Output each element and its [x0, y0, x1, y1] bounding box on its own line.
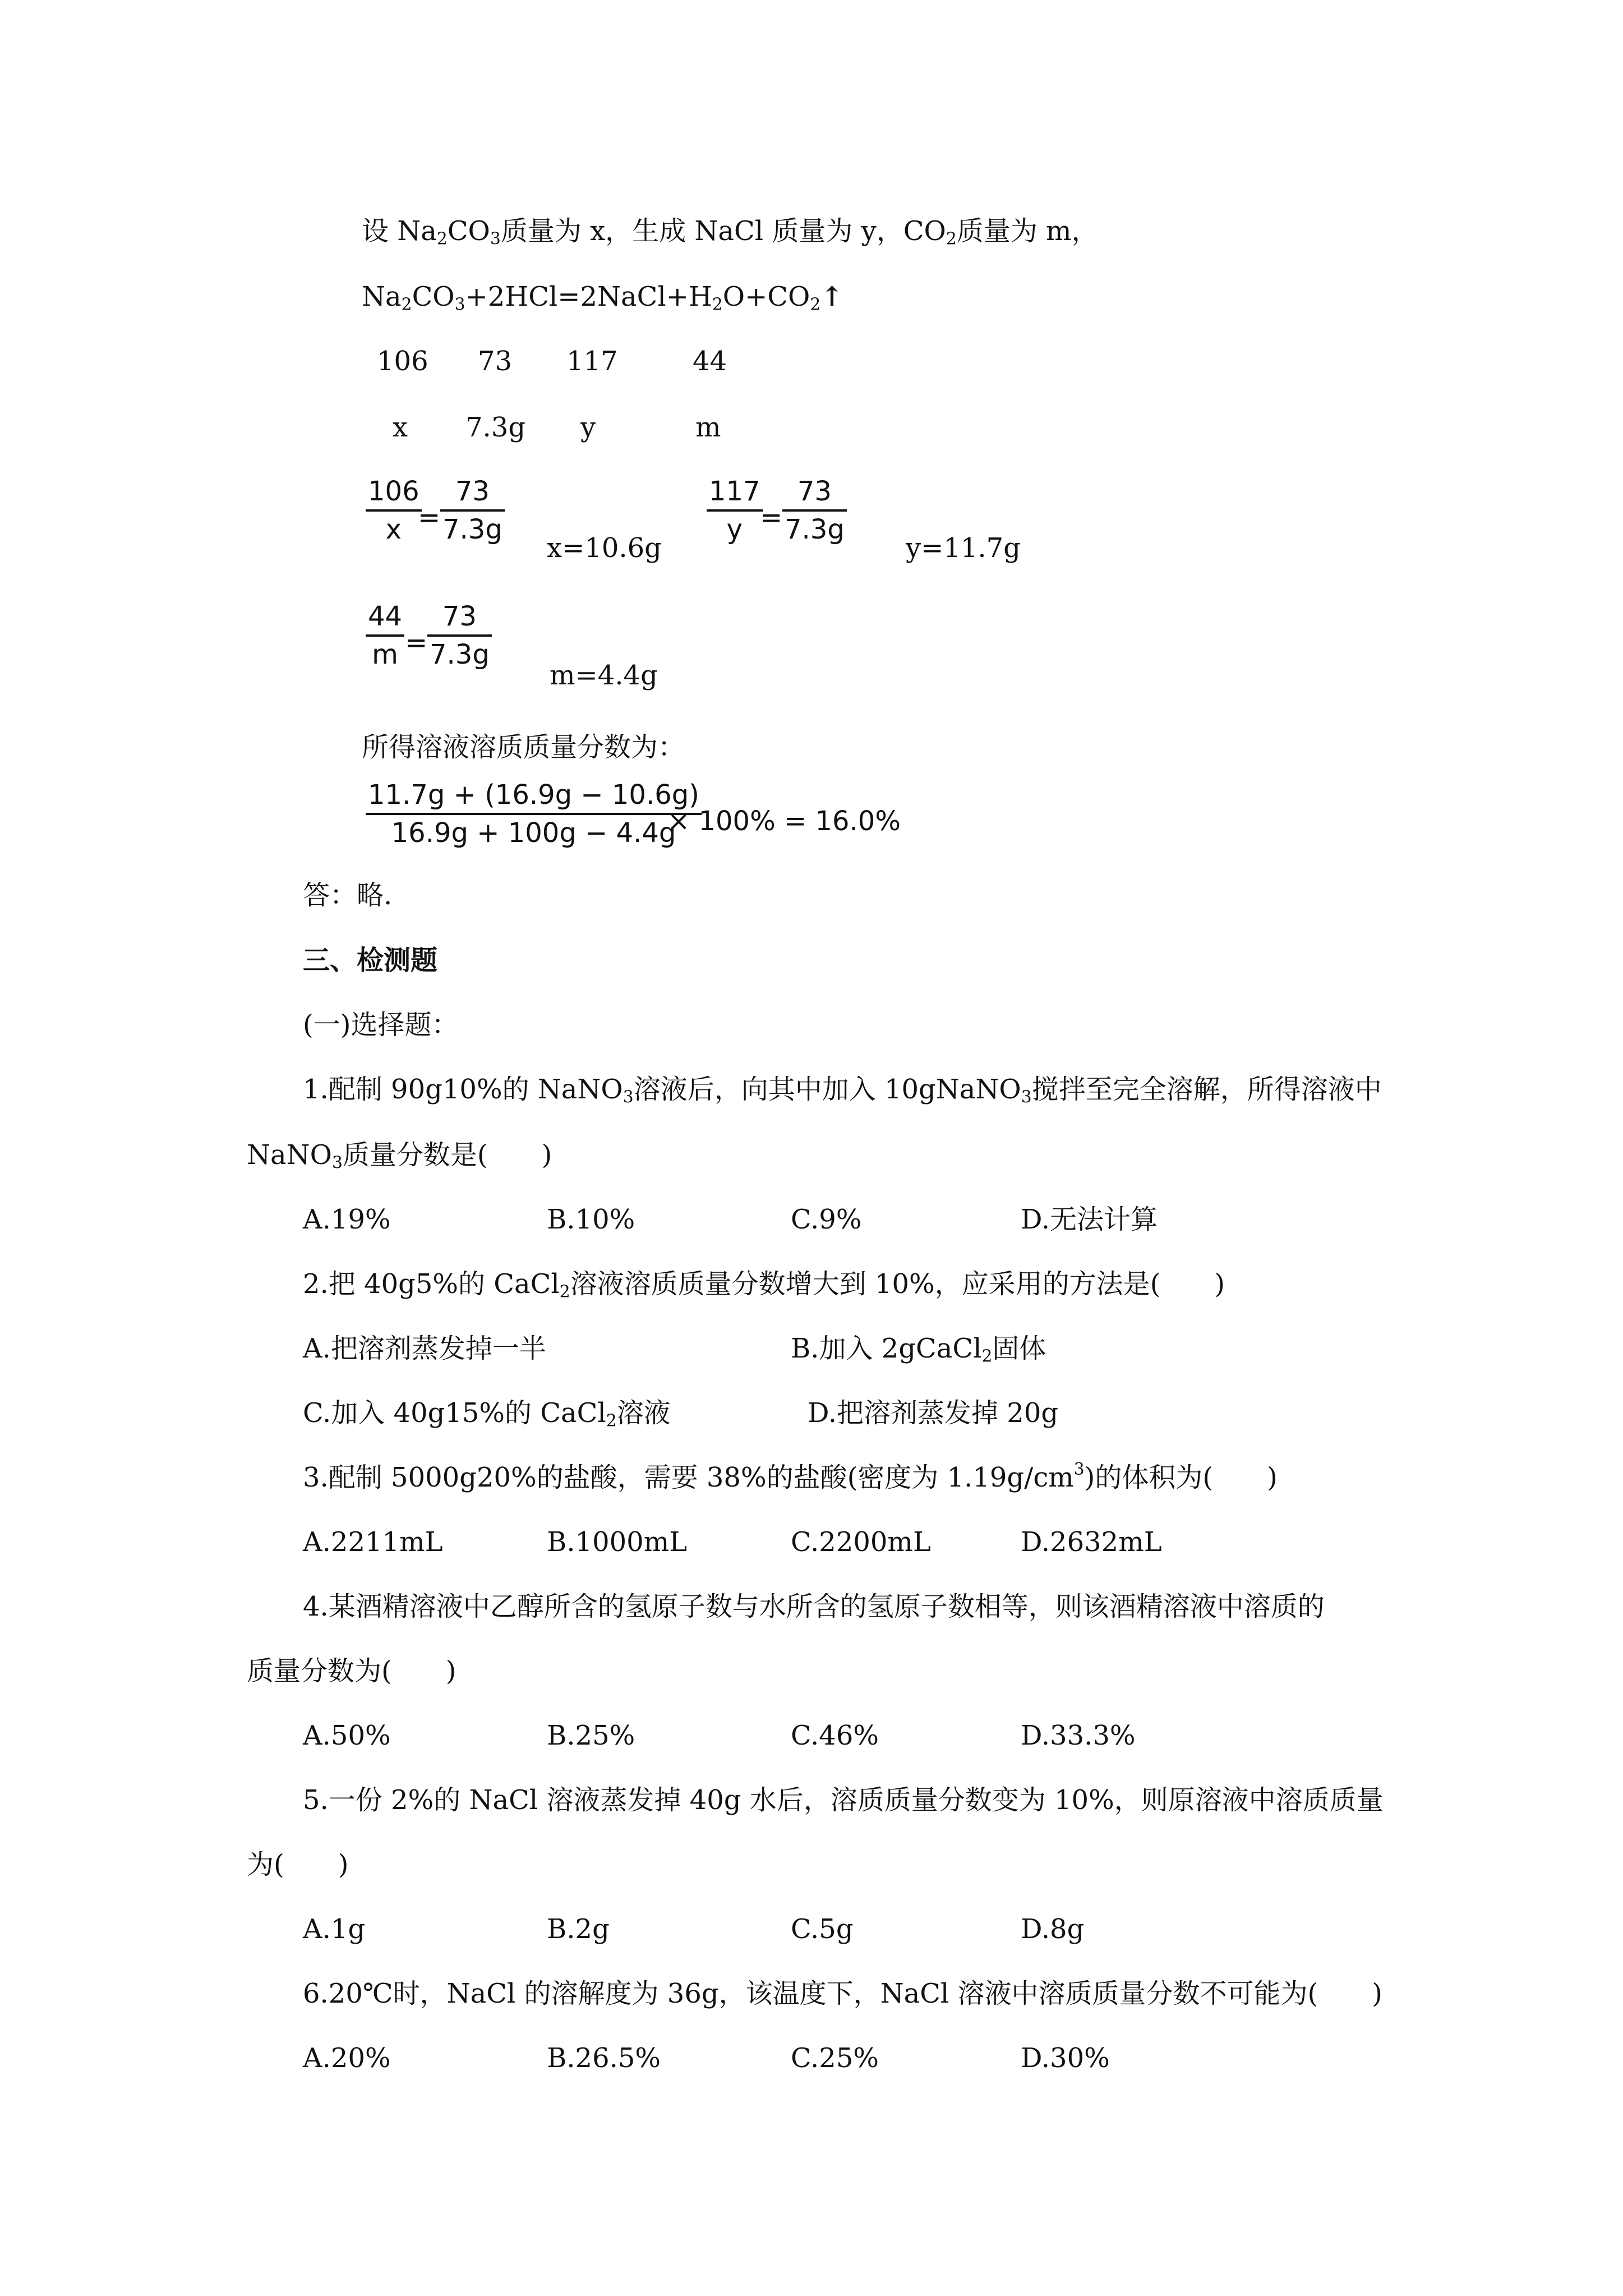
fraction-106-over-x: 106 x: [366, 478, 422, 543]
option-c[interactable]: C.46%: [791, 1720, 879, 1751]
unknown-m: m: [695, 412, 721, 443]
question-1-stem: 1.配制 90g10%的 NaNO$_3$溶液后，向其中加入 10gNaNO$_3$搅拌至完全溶解，所得溶液中: [303, 1074, 1382, 1107]
option-d[interactable]: D.无法计算: [1021, 1204, 1158, 1235]
option-a[interactable]: A.50%: [303, 1720, 391, 1751]
question-3-stem: 3.配制 5000g20%的盐酸，需要 38%的盐酸(密度为 $1.19g/cm^3$)的体积为( ): [303, 1460, 1278, 1493]
gas-arrow-icon: ↑: [820, 281, 843, 312]
option-a[interactable]: A.1g: [303, 1913, 366, 1945]
unknown-y: y: [580, 412, 596, 443]
ratio-73: 73: [478, 346, 513, 377]
option-c[interactable]: C.加入 40g15%的 CaCl$_2$溶液: [303, 1397, 671, 1431]
option-b[interactable]: B.2g: [547, 1913, 610, 1945]
fraction-73-over-7-3g: 73 7.3g: [427, 603, 492, 668]
fraction-73-over-7-3g: 73 7.3g: [782, 478, 847, 543]
option-d[interactable]: D.33.3%: [1021, 1720, 1136, 1751]
result-m: m=4.4g: [550, 660, 658, 691]
question-6-stem: 6.20℃时，NaCl 的溶解度为 36g，该温度下，NaCl 溶液中溶质质量分数不可能为( ): [303, 1978, 1382, 2009]
option-a[interactable]: A.20%: [303, 2042, 391, 2074]
option-d[interactable]: D.2632mL: [1021, 1526, 1162, 1558]
answer-line: 答：略.: [303, 880, 393, 911]
unknown-7-3g: 7.3g: [465, 412, 526, 443]
option-c[interactable]: C.25%: [791, 2042, 879, 2074]
equals-sign: =: [418, 502, 441, 533]
option-d[interactable]: D.30%: [1021, 2042, 1110, 2074]
question-1-stem-cont: NaNO$_3$质量分数是( ): [247, 1139, 552, 1173]
option-b[interactable]: B.1000mL: [547, 1526, 688, 1558]
option-c[interactable]: C.9%: [791, 1204, 862, 1235]
question-2-stem: 2.把 40g5%的 CaCl$_2$溶液溶质质量分数增大到 10%，应采用的方法是( ): [303, 1268, 1225, 1302]
option-a[interactable]: A.19%: [303, 1204, 391, 1235]
equals-sign: =: [405, 627, 428, 659]
final-result: × 100% = 16.0%: [667, 806, 901, 837]
subsection-title: (一)选择题：: [303, 1009, 459, 1041]
option-a[interactable]: A.2211mL: [303, 1526, 443, 1558]
option-c[interactable]: C.2200mL: [791, 1526, 931, 1558]
equals-sign: =: [760, 502, 783, 533]
question-4-stem-cont: 质量分数为( ): [247, 1655, 457, 1687]
ratio-106: 106: [377, 346, 428, 377]
option-b[interactable]: B.25%: [547, 1720, 635, 1751]
ratio-117: 117: [566, 346, 618, 377]
fraction-44-over-m: 44 m: [366, 603, 404, 668]
chemical-equation: $Na_2CO_3+2HCl=2NaCl+H_2O+CO_2↑$: [362, 281, 843, 315]
option-b[interactable]: B.10%: [547, 1204, 635, 1235]
fraction-117-over-y: 117 y: [707, 478, 763, 543]
ratio-44: 44: [693, 346, 727, 377]
option-b[interactable]: B.26.5%: [547, 2042, 661, 2074]
option-c[interactable]: C.5g: [791, 1913, 854, 1945]
question-5-stem-cont: 为( ): [247, 1849, 349, 1880]
mass-fraction-label: 所得溶液溶质质量分数为：: [362, 731, 685, 763]
option-d[interactable]: D.8g: [1021, 1913, 1085, 1945]
unknown-x: x: [393, 412, 408, 443]
fraction-73-over-7-3g: 73 7.3g: [440, 478, 505, 543]
let-variables-line: 设 $Na_2CO_3$质量为 x，生成 NaCl 质量为 y，$CO_2$质量为 m，: [362, 215, 1099, 249]
question-5-stem: 5.一份 2%的 NaCl 溶液蒸发掉 40g 水后，溶质质量分数变为 10%，则原溶液中溶质质量: [303, 1784, 1384, 1816]
option-a[interactable]: A.把溶剂蒸发掉一半: [303, 1333, 546, 1364]
result-y: y=11.7g: [906, 532, 1021, 564]
option-b[interactable]: B.加入 2gCaCl$_2$固体: [791, 1333, 1046, 1366]
option-d[interactable]: D.把溶剂蒸发掉 20g: [808, 1397, 1059, 1429]
result-x: x=10.6g: [547, 532, 662, 564]
final-fraction: 11.7g + (16.9g − 10.6g) 16.9g + 100g − 4.4g: [366, 781, 702, 846]
question-4-stem: 4.某酒精溶液中乙醇所含的氢原子数与水所含的氢原子数相等，则该酒精溶液中溶质的: [303, 1591, 1325, 1622]
section-title: 三、检测题: [303, 945, 438, 976]
